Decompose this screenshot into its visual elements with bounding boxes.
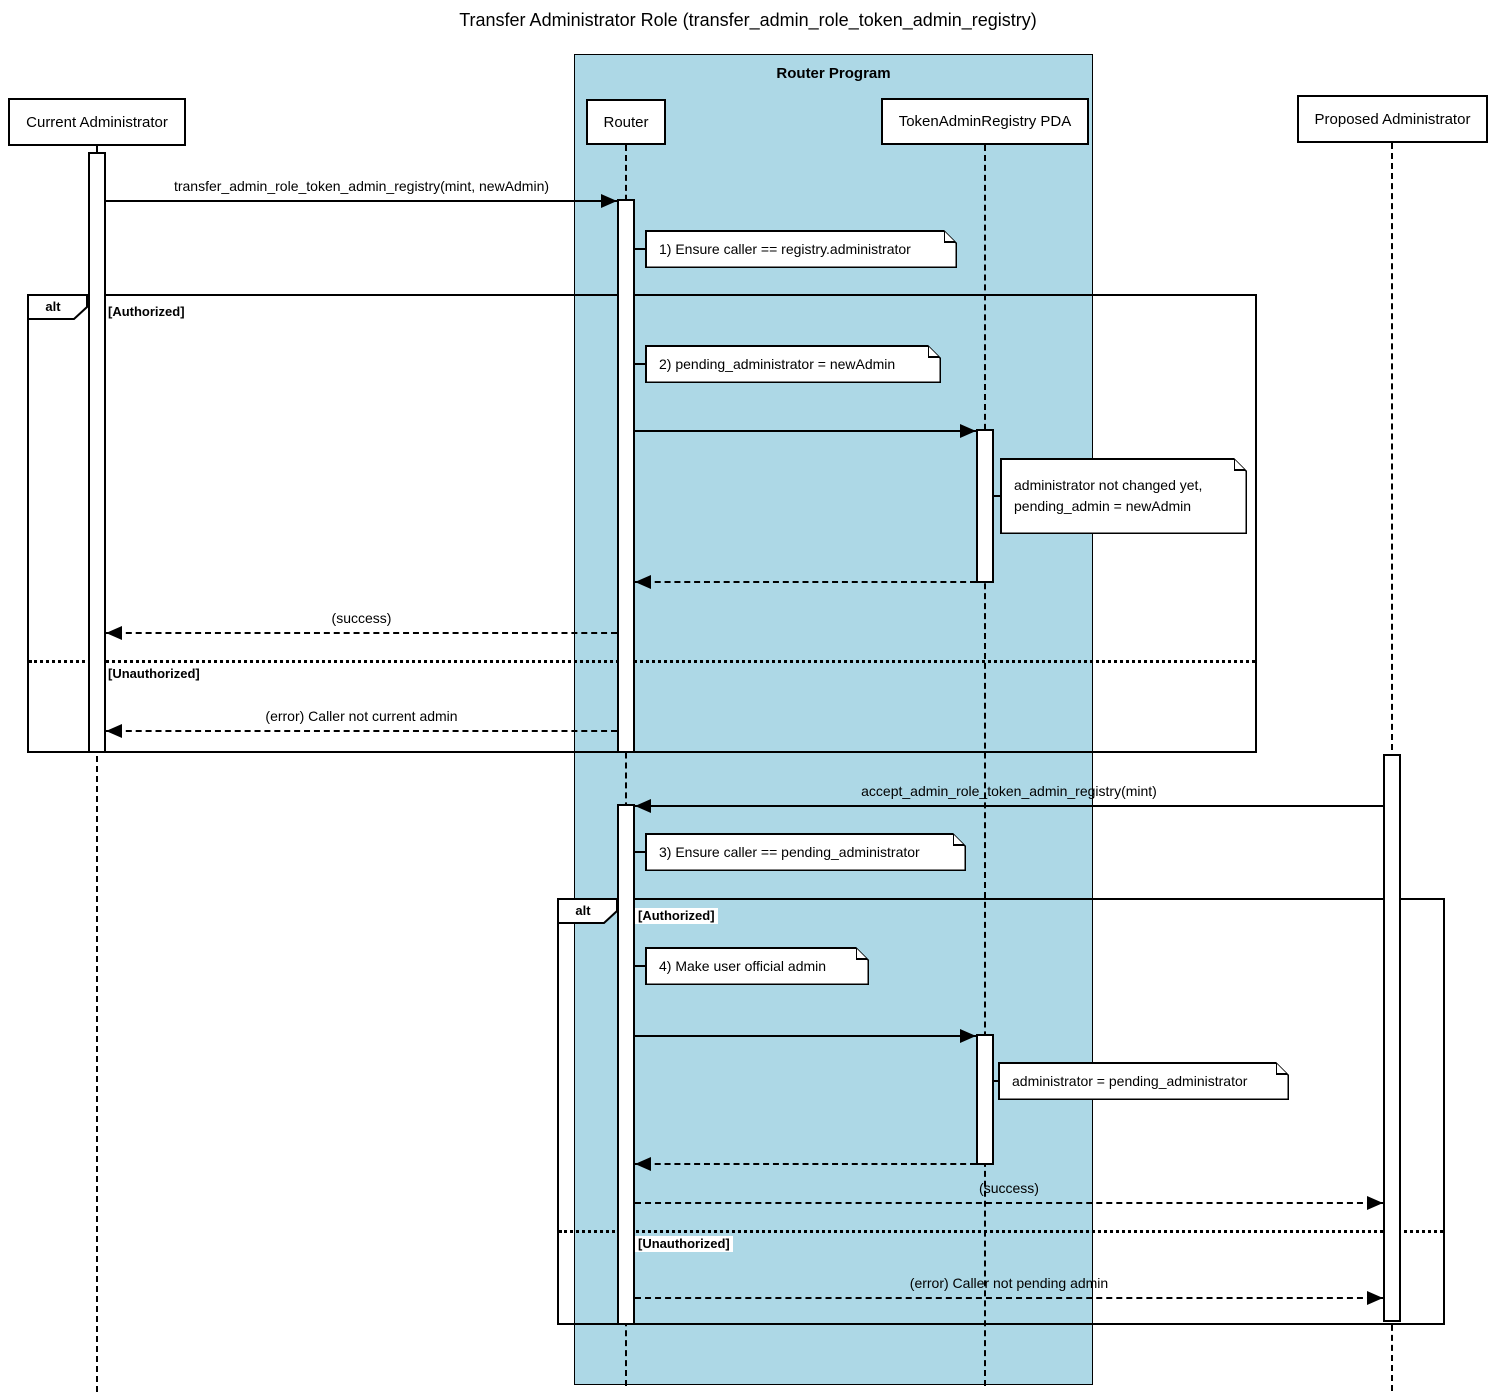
fragment-divider [29, 660, 1255, 663]
participant-label: TokenAdminRegistry PDA [898, 113, 1072, 130]
note-text: 3) Ensure caller == pending_administrator [659, 844, 920, 860]
message-line [635, 581, 976, 583]
arrowhead-right-icon [1367, 1196, 1383, 1210]
activation-registry-pda-1 [976, 429, 994, 583]
participant-current-administrator [8, 98, 186, 146]
message-label: (error) Caller not current admin [265, 708, 458, 724]
message-label: (success) [331, 610, 392, 626]
note-text: 2) pending_administrator = newAdmin [659, 356, 896, 372]
note-ensure-caller-registry-admin [645, 230, 957, 268]
note-text [1014, 458, 1202, 534]
activation-proposed-administrator [1383, 754, 1401, 1322]
activation-registry-pda-2 [976, 1034, 994, 1165]
participant-label: Current Administrator [26, 113, 168, 131]
message-line [635, 1163, 976, 1165]
participant-label: Router [603, 113, 649, 131]
message-accept-admin-role [635, 783, 1383, 807]
note-text: 1) Ensure caller == registry.administrator [659, 241, 911, 257]
message-line [106, 730, 617, 732]
note-admin-not-changed-yet [1000, 458, 1247, 534]
message-pda-return-1 [635, 559, 976, 583]
message-router-to-pda-2 [635, 1013, 976, 1037]
message-transfer-error [106, 708, 617, 732]
message-line [635, 1202, 1383, 1204]
note-text: 4) Make user official admin [659, 958, 827, 974]
activation-router-2 [617, 804, 635, 1325]
note-text: administrator = pending_administrator [1012, 1073, 1248, 1089]
message-accept-success [635, 1180, 1383, 1204]
participant-label: Proposed Administrator [1314, 110, 1471, 128]
diagram-title: Transfer Administrator Role (transfer_admin_role_token_admin_registry) [459, 10, 1037, 30]
arrowhead-left-icon [635, 799, 651, 813]
note-make-user-official-admin [645, 947, 869, 985]
arrowhead-left-icon [106, 626, 122, 640]
arrowhead-right-icon [1367, 1291, 1383, 1305]
participant-router [586, 99, 666, 145]
guard-authorized: [Authorized] [635, 908, 718, 924]
activation-router-1 [617, 199, 635, 753]
message-router-to-pda-1 [635, 408, 976, 432]
participant-token-admin-registry-pda [881, 98, 1089, 145]
alt-operator-label: alt [575, 903, 591, 918]
message-line [635, 430, 976, 432]
message-pda-return-2 [635, 1141, 976, 1165]
arrowhead-left-icon [635, 1157, 651, 1171]
arrowhead-right-icon [601, 194, 617, 208]
guard-authorized: [Authorized] [105, 304, 188, 320]
message-transfer-admin-role [106, 178, 617, 202]
message-label: transfer_admin_role_token_admin_registry(mint, newAdmin) [173, 178, 550, 194]
message-line [106, 632, 617, 634]
note-pending-administrator-newadmin [645, 345, 941, 383]
message-transfer-success [106, 610, 617, 634]
frame-label: Router Program [776, 65, 891, 82]
note-line: administrator not changed yet, [1014, 477, 1203, 493]
note-administrator-equals-pending [998, 1062, 1289, 1100]
fragment-divider [559, 1230, 1443, 1233]
message-label: (success) [979, 1180, 1039, 1196]
guard-unauthorized: [Unauthorized] [635, 1236, 733, 1252]
message-accept-error [635, 1275, 1383, 1299]
note-line: pending_admin = newAdmin [1014, 498, 1192, 514]
guard-unauthorized: [Unauthorized] [105, 666, 203, 682]
message-line [635, 1035, 976, 1037]
arrowhead-right-icon [960, 424, 976, 438]
arrowhead-left-icon [106, 724, 122, 738]
arrowhead-right-icon [960, 1029, 976, 1043]
arrowhead-left-icon [635, 575, 651, 589]
note-ensure-caller-pending-admin [645, 833, 966, 871]
message-line [106, 200, 617, 202]
message-line [635, 1297, 1383, 1299]
activation-current-administrator [88, 152, 106, 753]
message-line [635, 805, 1383, 807]
message-label: accept_admin_role_token_admin_registry(mint) [861, 783, 1157, 799]
message-label: (error) Caller not pending admin [909, 1275, 1109, 1291]
alt-operator-label: alt [45, 299, 61, 314]
participant-proposed-administrator [1297, 95, 1488, 143]
